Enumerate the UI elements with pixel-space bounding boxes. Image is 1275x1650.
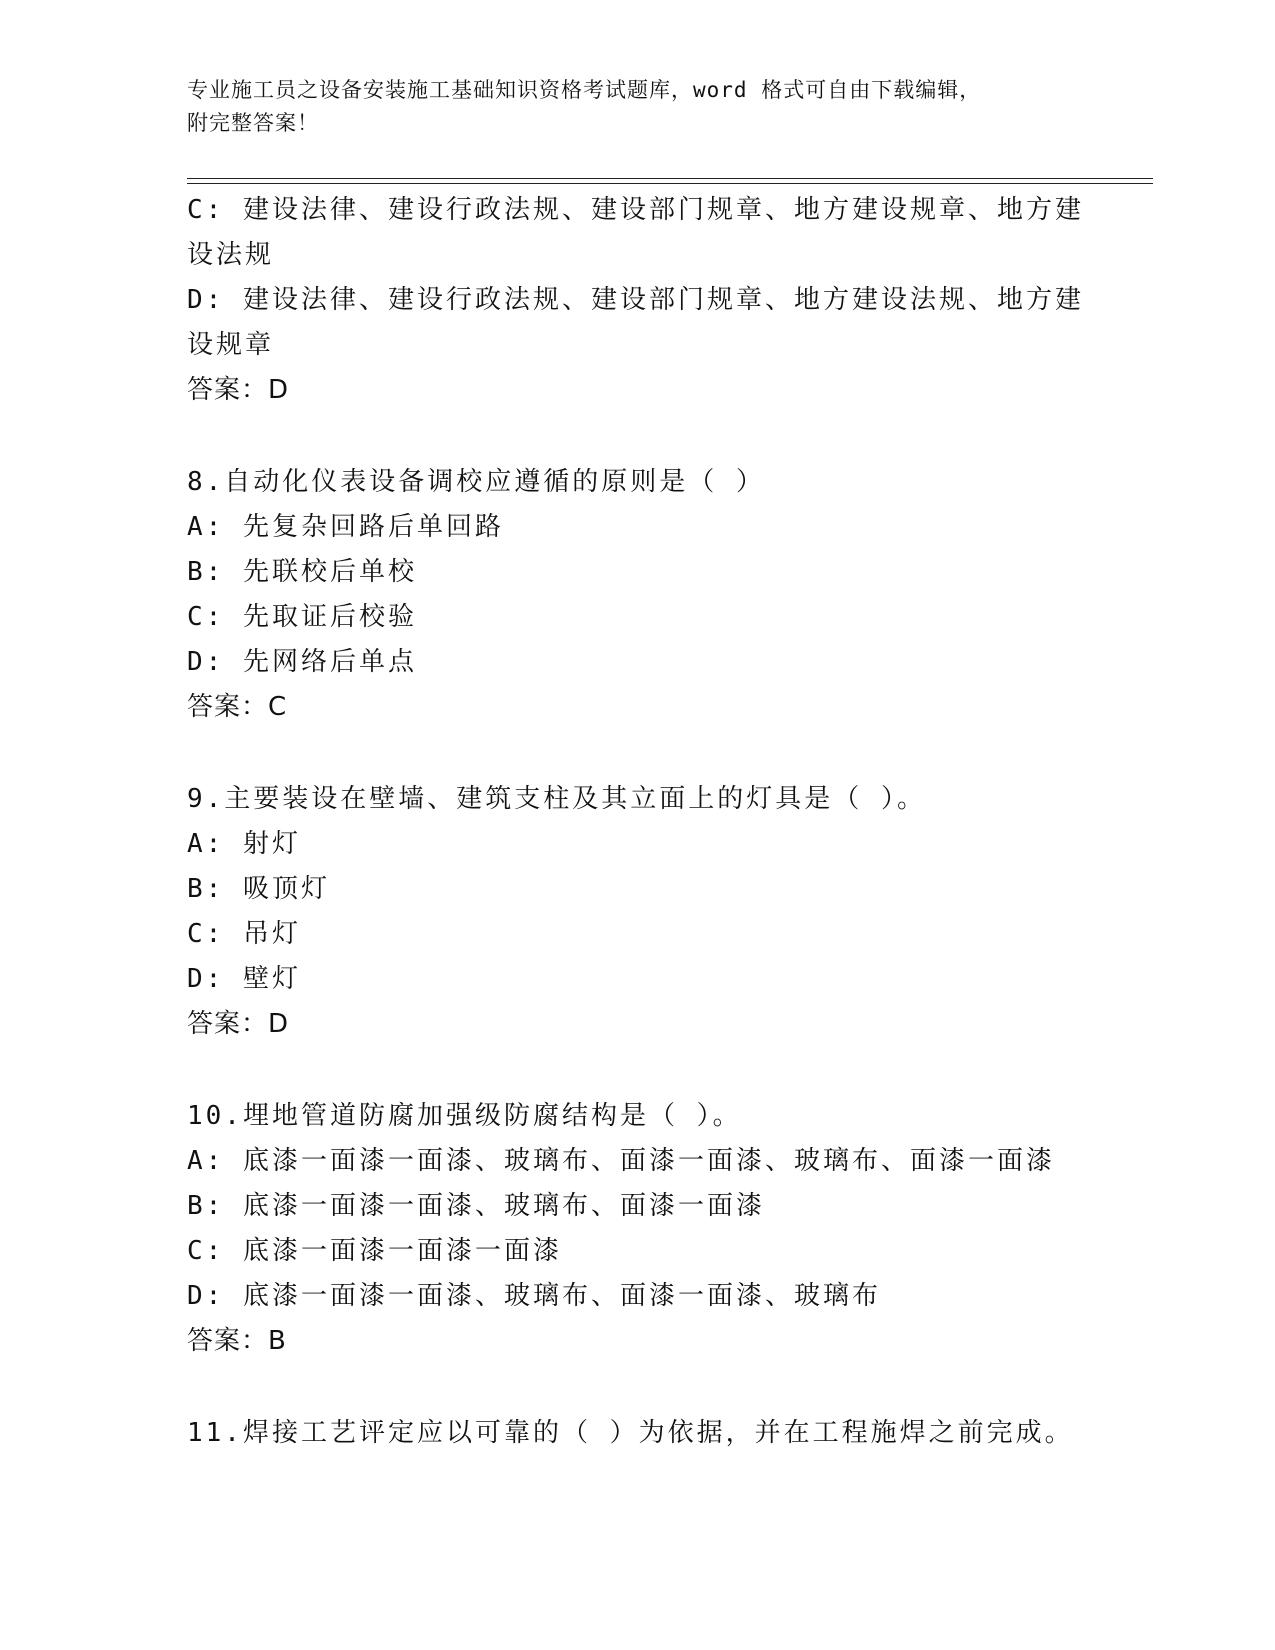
option-d-line-1: D: 建设法律、建设行政法规、建设部门规章、地方建设法规、地方建 [187,285,1084,315]
header-line-1: 专业施工员之设备安装施工基础知识资格考试题库，word 格式可自由下载编辑， [187,78,982,102]
spacer [187,1364,1087,1411]
answer-line: 答案：B [187,1326,287,1356]
document-body [187,188,1087,1456]
question-8 [187,460,1087,730]
header-line-2: 附完整答案！ [187,111,319,135]
spacer [187,1047,1087,1094]
page-header [187,74,1087,140]
option-c-line-1: C: 建设法律、建设行政法规、建设部门规章、地方建设规章、地方建 [187,195,1084,225]
question-11 [187,1411,1087,1456]
question-7-tail [187,188,1087,413]
question-stem: 9.主要装设在壁墙、建筑支柱及其立面上的灯具是（ ）。 [187,784,926,814]
header-divider-top [187,178,1153,179]
option-b: B: 吸顶灯 [187,874,330,904]
answer-line: 答案：D [187,1009,290,1039]
option-d-line-2: 设规章 [187,330,275,360]
answer-line: 答案：C [187,692,288,722]
option-c: C: 吊灯 [187,919,301,949]
spacer [187,413,1087,460]
option-a: A: 先复杂回路后单回路 [187,512,504,542]
option-d: D: 壁灯 [187,964,301,994]
question-stem: 11.焊接工艺评定应以可靠的（ ）为依据，并在工程施焊之前完成。 [187,1418,1074,1448]
question-10 [187,1094,1087,1364]
header-divider-bottom [187,183,1153,184]
option-d: D: 先网络后单点 [187,647,417,677]
option-a: A: 底漆一面漆一面漆、玻璃布、面漆一面漆、玻璃布、面漆一面漆 [187,1146,1055,1176]
question-9 [187,777,1087,1047]
option-a: A: 射灯 [187,829,301,859]
question-stem: 10.埋地管道防腐加强级防腐结构是（ ）。 [187,1101,742,1131]
question-stem: 8.自动化仪表设备调校应遵循的原则是（ ） [187,467,765,497]
option-d: D: 底漆一面漆一面漆、玻璃布、面漆一面漆、玻璃布 [187,1281,881,1311]
option-b: B: 底漆一面漆一面漆、玻璃布、面漆一面漆 [187,1191,765,1221]
answer-line: 答案：D [187,375,290,405]
option-c: C: 先取证后校验 [187,602,417,632]
spacer [187,730,1087,777]
option-c: C: 底漆一面漆一面漆一面漆 [187,1236,562,1266]
option-c-line-2: 设法规 [187,240,275,270]
option-b: B: 先联校后单校 [187,557,417,587]
